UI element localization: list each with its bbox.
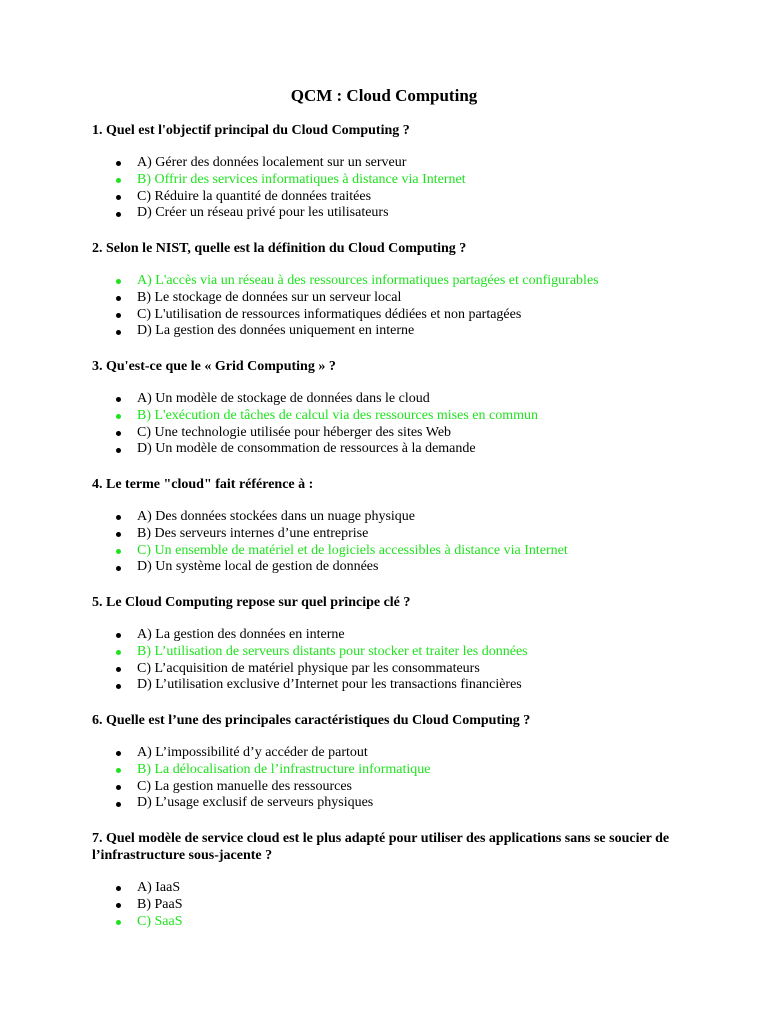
answer-7a: A) IaaS	[0, 880, 183, 897]
answer-1b-correct: B) Offrir des services informatiques à distance via Internet	[0, 172, 466, 189]
answer-7b: B) PaaS	[0, 897, 183, 914]
answer-2d: D) La gestion des données uniquement en interne	[0, 323, 599, 340]
answer-4a: A) Des données stockées dans un nuage physique	[0, 509, 568, 526]
question-7: 7. Quel modèle de service cloud est le plus adapté pour utiliser des applications sans se soucier de l’infrastructure sous-jacente ?	[92, 831, 670, 863]
question-3: 3. Qu'est-ce que le « Grid Computing » ?	[92, 359, 336, 374]
answer-list-4	[0, 509, 568, 576]
answer-list-6	[0, 745, 431, 812]
answer-6a: A) L’impossibilité d’y accéder de partout	[0, 745, 431, 762]
answer-list-3	[0, 391, 538, 458]
answer-4d: D) Un système local de gestion de données	[0, 559, 568, 576]
question-5: 5. Le Cloud Computing repose sur quel principe clé ?	[92, 595, 411, 610]
answer-7c-correct: C) SaaS	[0, 914, 183, 931]
answer-1c: C) Réduire la quantité de données traitées	[0, 189, 466, 206]
answer-list-1	[0, 155, 466, 222]
answer-5a: A) La gestion des données en interne	[0, 627, 528, 644]
answer-6d: D) L’usage exclusif de serveurs physiques	[0, 795, 431, 812]
answer-1a: A) Gérer des données localement sur un serveur	[0, 155, 466, 172]
answer-3b-correct: B) L'exécution de tâches de calcul via des ressources mises en commun	[0, 408, 538, 425]
question-4: 4. Le terme "cloud" fait référence à :	[92, 477, 314, 492]
answer-4b: B) Des serveurs internes d’une entreprise	[0, 526, 568, 543]
question-6: 6. Quelle est l’une des principales caractéristiques du Cloud Computing ?	[92, 713, 531, 728]
question-1: 1. Quel est l'objectif principal du Cloud Computing ?	[92, 123, 410, 138]
answer-3c: C) Une technologie utilisée pour héberger des sites Web	[0, 425, 538, 442]
answer-2b: B) Le stockage de données sur un serveur local	[0, 290, 599, 307]
answer-5d: D) L’utilisation exclusive d’Internet pour les transactions financières	[0, 677, 528, 694]
document-title: QCM : Cloud Computing	[290, 86, 478, 105]
answer-5c: C) L’acquisition de matériel physique par les consommateurs	[0, 661, 528, 678]
answer-4c-correct: C) Un ensemble de matériel et de logiciels accessibles à distance via Internet	[0, 543, 568, 560]
answer-6c: C) La gestion manuelle des ressources	[0, 779, 431, 796]
answer-3d: D) Un modèle de consommation de ressources à la demande	[0, 441, 538, 458]
answer-2a-correct: A) L'accès via un réseau à des ressources informatiques partagées et configurables	[0, 273, 599, 290]
answer-5b-correct: B) L’utilisation de serveurs distants pour stocker et traiter les données	[0, 644, 528, 661]
answer-list-2	[0, 273, 599, 340]
answer-list-7	[0, 880, 183, 930]
answer-1d: D) Créer un réseau privé pour les utilisateurs	[0, 205, 466, 222]
answer-list-5	[0, 627, 528, 694]
question-2: 2. Selon le NIST, quelle est la définition du Cloud Computing ?	[92, 241, 467, 256]
answer-3a: A) Un modèle de stockage de données dans le cloud	[0, 391, 538, 408]
answer-2c: C) L'utilisation de ressources informatiques dédiées et non partagées	[0, 307, 599, 324]
answer-6b-correct: B) La délocalisation de l’infrastructure informatique	[0, 762, 431, 779]
